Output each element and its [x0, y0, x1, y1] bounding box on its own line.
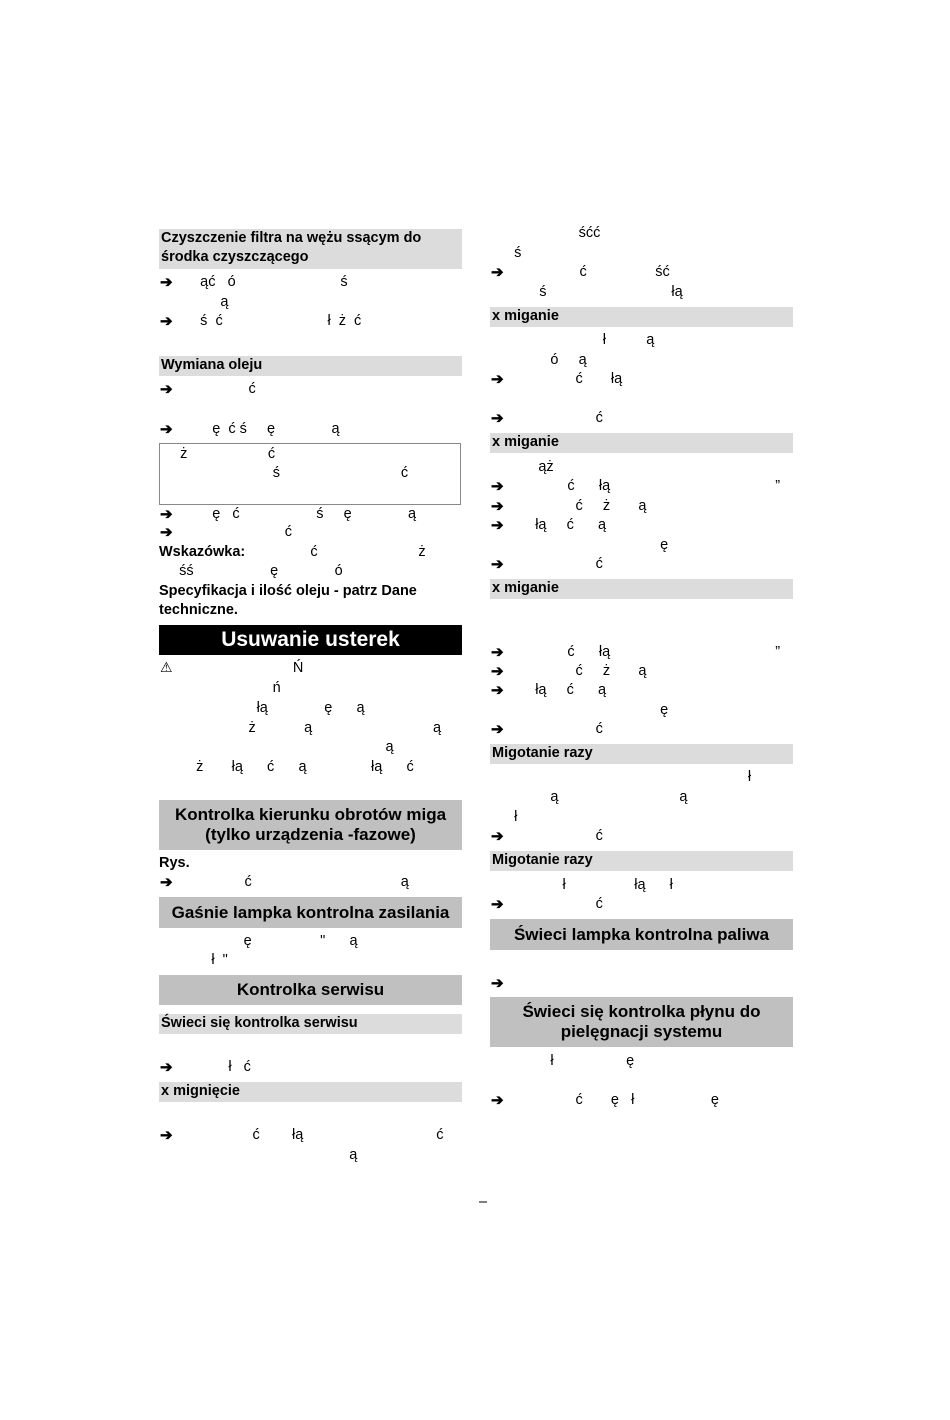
body-text: ć ść: [507, 264, 670, 280]
body-text: ć ż ą: [507, 663, 647, 679]
rotation-text: ć ą: [176, 874, 409, 890]
migotanie-heading: Migotanie razy: [490, 851, 793, 871]
arrow-icon: ➔: [160, 421, 173, 438]
body-text: ć: [507, 556, 603, 572]
body-text: ą ą: [490, 789, 688, 805]
power-text: ł ": [159, 952, 228, 968]
filter-heading: Czyszczenie filtra na wężu ssącym do środka czyszczącego: [159, 229, 462, 269]
filter-text: ą: [176, 294, 229, 310]
arrow-icon: ➔: [160, 524, 173, 541]
troubleshooting-heading: Usuwanie usterek: [159, 625, 462, 655]
arrow-icon: ➔: [160, 313, 173, 330]
body-text: ł łą ł: [490, 877, 673, 893]
arrow-icon: ➔: [491, 1092, 504, 1109]
warning-text: ń: [176, 680, 281, 696]
body-text: ś: [490, 245, 522, 261]
arrow-icon: ➔: [491, 371, 504, 388]
arrow-icon: ➔: [491, 517, 504, 534]
arrow-icon: ➔: [160, 506, 173, 523]
blink-heading: x mignięcie: [159, 1082, 462, 1102]
rys-label: Rys.: [159, 855, 190, 871]
arrow-icon: ➔: [160, 274, 173, 291]
arrow-icon: ➔: [160, 1127, 173, 1144]
arrow-icon: ➔: [491, 975, 504, 992]
oil-heading: Wymiana oleju: [159, 356, 462, 376]
warning-text: łą ę ą: [176, 700, 365, 716]
body-text: ę: [507, 537, 669, 553]
body-text: ć: [507, 410, 603, 426]
filter-text: ś ć ł ż ć: [176, 313, 362, 329]
page-mark: –: [479, 1194, 488, 1210]
blink-text: ą: [176, 1147, 358, 1163]
arrow-icon: ➔: [491, 410, 504, 427]
body-text: śćć: [490, 225, 601, 241]
hint-label: Wskazówka:: [159, 544, 246, 560]
body-text: łą ć ą: [507, 682, 607, 698]
migotanie-heading: Migotanie razy: [490, 744, 793, 764]
body-text: łą ć ą: [507, 517, 607, 533]
miganie-heading: x miganie: [490, 433, 793, 453]
oil-text: ę ć ś ę ą: [176, 506, 417, 522]
fuel-heading: Świeci lampka kontrolna paliwa: [490, 919, 793, 950]
body-text: ć: [507, 828, 603, 844]
warning-text: ż łą ć ą łą ć: [176, 759, 414, 775]
warning-text: ą: [176, 739, 394, 755]
arrow-icon: ➔: [491, 663, 504, 680]
arrow-icon: ➔: [491, 721, 504, 738]
service-subheading: Świeci się kontrolka serwisu: [159, 1014, 462, 1034]
power-heading: Gaśnie lampka kontrolna zasilania: [159, 897, 462, 928]
body-text: ć: [507, 721, 603, 737]
body-text: ć: [507, 896, 603, 912]
arrow-icon: ➔: [491, 896, 504, 913]
hint-text: śś ę ó: [159, 563, 343, 579]
note-text: ż ć: [164, 446, 276, 462]
warning-icon: ⚠: [160, 659, 173, 675]
arrow-icon: ➔: [491, 828, 504, 845]
body-text: ąż: [490, 459, 554, 475]
body-text: ó ą: [490, 352, 587, 368]
warning-text: ż ą ą: [176, 720, 442, 736]
body-text: ć łą: [507, 371, 623, 387]
body-text: ć łą ”: [507, 644, 781, 660]
arrow-icon: ➔: [491, 682, 504, 699]
oil-text: ę ć ś ę ą: [176, 421, 340, 437]
warning-text: Ń: [176, 660, 304, 676]
body-text: ć ę ł ę: [507, 1092, 719, 1108]
body-text: ł: [490, 769, 752, 785]
arrow-icon: ➔: [160, 1059, 173, 1076]
arrow-icon: ➔: [491, 556, 504, 573]
body-text: ć ż ą: [507, 498, 647, 514]
body-text: ł ę: [490, 1053, 635, 1069]
arrow-icon: ➔: [160, 381, 173, 398]
oil-text: ć: [176, 524, 293, 540]
service-heading: Kontrolka serwisu: [159, 975, 462, 1005]
body-text: ę: [507, 702, 669, 718]
fluid-heading: Świeci się kontrolka płynu do pielęgnacji systemu: [490, 997, 793, 1047]
arrow-icon: ➔: [491, 478, 504, 495]
arrow-icon: ➔: [160, 874, 173, 891]
arrow-icon: ➔: [491, 498, 504, 515]
spec-text: Specyfikacja i ilość oleju - patrz Dane techniczne.: [159, 583, 417, 618]
filter-text: ąć ó ś: [176, 274, 348, 290]
rotation-heading: Kontrolka kierunku obrotów miga (tylko urządzenia -fazowe): [159, 800, 462, 850]
blink-text: ć łą ć: [176, 1127, 444, 1143]
miganie-heading: x miganie: [490, 579, 793, 599]
miganie-heading: x miganie: [490, 307, 793, 327]
arrow-icon: ➔: [491, 264, 504, 281]
note-text: ś ć: [164, 465, 409, 481]
body-text: ł ą: [490, 332, 655, 348]
power-text: ę " ą: [159, 933, 358, 949]
oil-text: ć: [176, 381, 256, 397]
body-text: ś łą: [507, 284, 683, 300]
body-text: ć łą ”: [507, 478, 781, 494]
service-text: ł ć: [176, 1059, 251, 1075]
body-text: ł: [490, 809, 518, 825]
arrow-icon: ➔: [491, 644, 504, 661]
hint-text: ć ż: [254, 544, 426, 560]
